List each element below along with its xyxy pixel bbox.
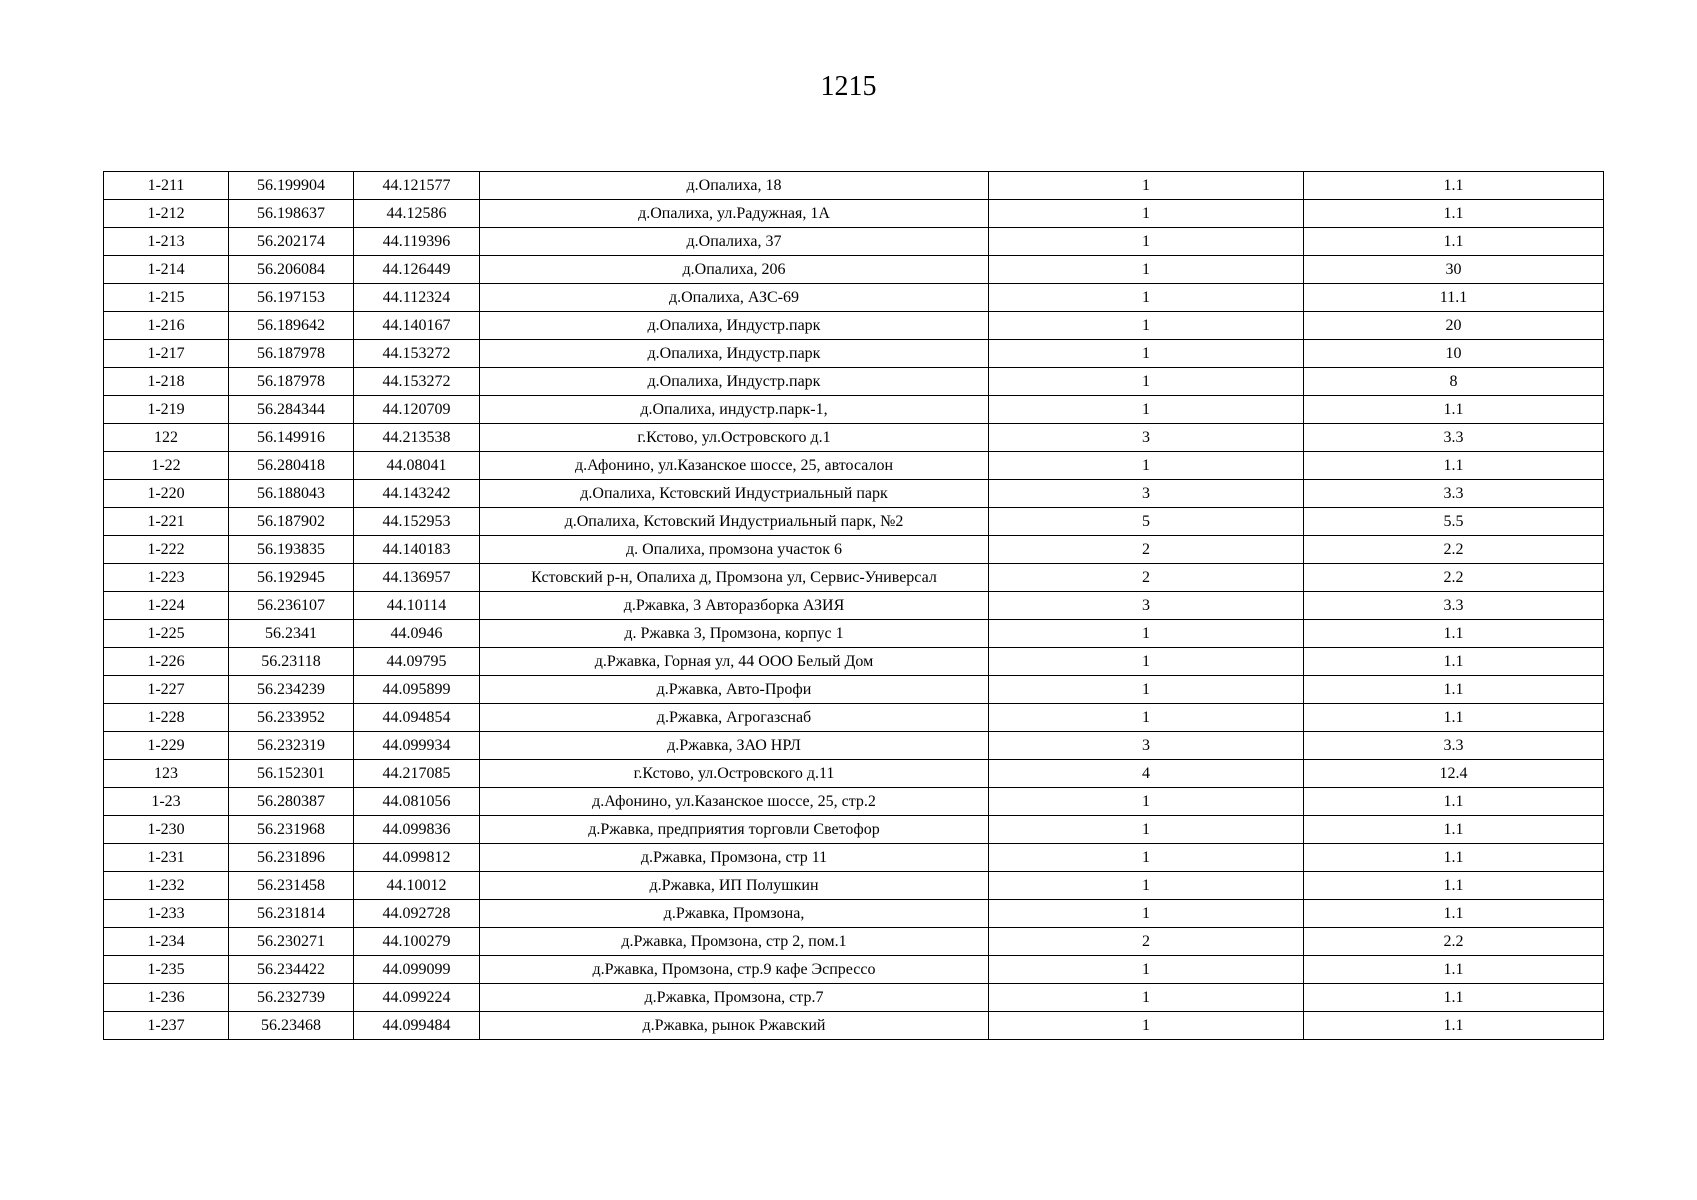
cell-id: 1-215	[104, 284, 229, 312]
cell-latitude: 56.232319	[229, 732, 354, 760]
cell-count: 1	[989, 844, 1304, 872]
cell-value: 3.3	[1304, 732, 1604, 760]
cell-latitude: 56.234422	[229, 956, 354, 984]
cell-id: 1-23	[104, 788, 229, 816]
cell-count: 1	[989, 704, 1304, 732]
cell-value: 11.1	[1304, 284, 1604, 312]
table-row	[104, 172, 1604, 200]
table-row	[104, 676, 1604, 704]
cell-address: д.Ржавка, Промзона, стр 11	[480, 844, 989, 872]
cell-value: 1.1	[1304, 900, 1604, 928]
cell-value: 1.1	[1304, 676, 1604, 704]
cell-value: 20	[1304, 312, 1604, 340]
cell-address: д.Ржавка, Горная ул, 44 ООО Белый Дом	[480, 648, 989, 676]
cell-value: 8	[1304, 368, 1604, 396]
cell-address: д.Опалиха, Кстовский Индустриальный парк	[480, 480, 989, 508]
cell-count: 1	[989, 452, 1304, 480]
cell-address: д.Ржавка, Промзона, стр.7	[480, 984, 989, 1012]
table-row	[104, 1012, 1604, 1040]
cell-latitude: 56.202174	[229, 228, 354, 256]
cell-id: 1-223	[104, 564, 229, 592]
table-row	[104, 956, 1604, 984]
cell-address: д.Опалиха, Индустр.парк	[480, 340, 989, 368]
cell-id: 1-236	[104, 984, 229, 1012]
cell-longitude: 44.112324	[354, 284, 480, 312]
table-row	[104, 844, 1604, 872]
data-table	[103, 171, 1604, 1040]
cell-id: 1-231	[104, 844, 229, 872]
cell-address: д.Афонино, ул.Казанское шоссе, 25, стр.2	[480, 788, 989, 816]
cell-address: д.Ржавка, ИП Полушкин	[480, 872, 989, 900]
cell-longitude: 44.121577	[354, 172, 480, 200]
cell-id: 1-212	[104, 200, 229, 228]
cell-longitude: 44.09795	[354, 648, 480, 676]
cell-count: 1	[989, 872, 1304, 900]
cell-address: Кстовский р-н, Опалиха д, Промзона ул, Сервис-Универсал	[480, 564, 989, 592]
cell-latitude: 56.231968	[229, 816, 354, 844]
cell-count: 2	[989, 928, 1304, 956]
cell-longitude: 44.143242	[354, 480, 480, 508]
cell-longitude: 44.152953	[354, 508, 480, 536]
table-row	[104, 536, 1604, 564]
table-row	[104, 648, 1604, 676]
cell-address: д.Ржавка, Промзона, стр.9 кафе Эспрессо	[480, 956, 989, 984]
cell-value: 1.1	[1304, 172, 1604, 200]
table-row	[104, 200, 1604, 228]
cell-latitude: 56.23118	[229, 648, 354, 676]
cell-count: 1	[989, 228, 1304, 256]
cell-latitude: 56.233952	[229, 704, 354, 732]
cell-id: 1-234	[104, 928, 229, 956]
cell-address: д.Ржавка, предприятия торговли Светофор	[480, 816, 989, 844]
table-row	[104, 732, 1604, 760]
cell-latitude: 56.188043	[229, 480, 354, 508]
table-row	[104, 508, 1604, 536]
cell-id: 1-220	[104, 480, 229, 508]
cell-longitude: 44.08041	[354, 452, 480, 480]
cell-longitude: 44.095899	[354, 676, 480, 704]
page-number: 1215	[820, 71, 877, 102]
cell-longitude: 44.119396	[354, 228, 480, 256]
cell-longitude: 44.136957	[354, 564, 480, 592]
cell-count: 3	[989, 592, 1304, 620]
cell-count: 1	[989, 340, 1304, 368]
cell-id: 1-219	[104, 396, 229, 424]
cell-id: 1-213	[104, 228, 229, 256]
cell-count: 3	[989, 424, 1304, 452]
cell-value: 1.1	[1304, 396, 1604, 424]
table-row	[104, 284, 1604, 312]
cell-longitude: 44.081056	[354, 788, 480, 816]
cell-id: 1-235	[104, 956, 229, 984]
cell-value: 2.2	[1304, 928, 1604, 956]
table-row	[104, 564, 1604, 592]
cell-id: 1-22	[104, 452, 229, 480]
cell-address: д. Ржавка 3, Промзона, корпус 1	[480, 620, 989, 648]
cell-latitude: 56.149916	[229, 424, 354, 452]
cell-value: 1.1	[1304, 648, 1604, 676]
cell-latitude: 56.280387	[229, 788, 354, 816]
cell-value: 12.4	[1304, 760, 1604, 788]
cell-id: 1-226	[104, 648, 229, 676]
cell-value: 1.1	[1304, 620, 1604, 648]
cell-latitude: 56.232739	[229, 984, 354, 1012]
cell-address: д.Ржавка, 3 Авторазборка АЗИЯ	[480, 592, 989, 620]
cell-latitude: 56.234239	[229, 676, 354, 704]
cell-value: 1.1	[1304, 452, 1604, 480]
cell-longitude: 44.0946	[354, 620, 480, 648]
cell-id: 1-216	[104, 312, 229, 340]
cell-value: 2.2	[1304, 564, 1604, 592]
cell-longitude: 44.092728	[354, 900, 480, 928]
cell-address: д.Афонино, ул.Казанское шоссе, 25, автосалон	[480, 452, 989, 480]
cell-count: 1	[989, 172, 1304, 200]
cell-count: 1	[989, 312, 1304, 340]
cell-address: д.Опалиха, ул.Радужная, 1А	[480, 200, 989, 228]
cell-latitude: 56.280418	[229, 452, 354, 480]
cell-id: 1-232	[104, 872, 229, 900]
cell-longitude: 44.099812	[354, 844, 480, 872]
table-row	[104, 760, 1604, 788]
cell-value: 30	[1304, 256, 1604, 284]
cell-id: 1-237	[104, 1012, 229, 1040]
cell-count: 1	[989, 956, 1304, 984]
cell-id: 1-214	[104, 256, 229, 284]
cell-id: 1-225	[104, 620, 229, 648]
cell-count: 3	[989, 480, 1304, 508]
cell-id: 1-227	[104, 676, 229, 704]
cell-latitude: 56.23468	[229, 1012, 354, 1040]
cell-longitude: 44.099836	[354, 816, 480, 844]
cell-longitude: 44.153272	[354, 368, 480, 396]
cell-latitude: 56.187902	[229, 508, 354, 536]
table-row	[104, 900, 1604, 928]
table-row	[104, 788, 1604, 816]
cell-longitude: 44.10114	[354, 592, 480, 620]
cell-longitude: 44.099099	[354, 956, 480, 984]
cell-id: 1-230	[104, 816, 229, 844]
cell-address: г.Кстово, ул.Островского д.1	[480, 424, 989, 452]
cell-id: 1-218	[104, 368, 229, 396]
table-body	[104, 172, 1604, 1040]
cell-latitude: 56.189642	[229, 312, 354, 340]
cell-longitude: 44.213538	[354, 424, 480, 452]
cell-value: 1.1	[1304, 200, 1604, 228]
cell-address: д.Опалиха, Индустр.парк	[480, 368, 989, 396]
table-row	[104, 872, 1604, 900]
cell-longitude: 44.140167	[354, 312, 480, 340]
cell-longitude: 44.100279	[354, 928, 480, 956]
cell-latitude: 56.231814	[229, 900, 354, 928]
cell-count: 4	[989, 760, 1304, 788]
cell-address: д.Ржавка, Промзона,	[480, 900, 989, 928]
cell-latitude: 56.187978	[229, 368, 354, 396]
cell-count: 1	[989, 900, 1304, 928]
cell-latitude: 56.231896	[229, 844, 354, 872]
table-row	[104, 452, 1604, 480]
cell-latitude: 56.206084	[229, 256, 354, 284]
cell-longitude: 44.12586	[354, 200, 480, 228]
cell-latitude: 56.192945	[229, 564, 354, 592]
table-row	[104, 928, 1604, 956]
cell-latitude: 56.2341	[229, 620, 354, 648]
cell-count: 2	[989, 536, 1304, 564]
table-row	[104, 620, 1604, 648]
cell-count: 1	[989, 648, 1304, 676]
cell-longitude: 44.099224	[354, 984, 480, 1012]
cell-longitude: 44.094854	[354, 704, 480, 732]
cell-count: 1	[989, 816, 1304, 844]
cell-value: 1.1	[1304, 844, 1604, 872]
cell-value: 1.1	[1304, 228, 1604, 256]
table-row	[104, 424, 1604, 452]
cell-address: г.Кстово, ул.Островского д.11	[480, 760, 989, 788]
cell-address: д. Опалиха, промзона участок 6	[480, 536, 989, 564]
cell-value: 3.3	[1304, 480, 1604, 508]
cell-count: 1	[989, 984, 1304, 1012]
cell-latitude: 56.197153	[229, 284, 354, 312]
cell-value: 1.1	[1304, 1012, 1604, 1040]
cell-latitude: 56.152301	[229, 760, 354, 788]
cell-value: 3.3	[1304, 592, 1604, 620]
cell-latitude: 56.284344	[229, 396, 354, 424]
cell-longitude: 44.140183	[354, 536, 480, 564]
cell-count: 3	[989, 732, 1304, 760]
cell-longitude: 44.126449	[354, 256, 480, 284]
cell-value: 1.1	[1304, 872, 1604, 900]
table-row	[104, 396, 1604, 424]
cell-value: 1.1	[1304, 816, 1604, 844]
cell-value: 10	[1304, 340, 1604, 368]
cell-address: д.Опалиха, 18	[480, 172, 989, 200]
table-row	[104, 480, 1604, 508]
cell-address: д.Ржавка, Промзона, стр 2, пом.1	[480, 928, 989, 956]
table-row	[104, 312, 1604, 340]
cell-longitude: 44.099484	[354, 1012, 480, 1040]
cell-id: 1-229	[104, 732, 229, 760]
cell-count: 1	[989, 396, 1304, 424]
cell-count: 1	[989, 200, 1304, 228]
cell-latitude: 56.231458	[229, 872, 354, 900]
table-row	[104, 256, 1604, 284]
cell-latitude: 56.199904	[229, 172, 354, 200]
cell-value: 3.3	[1304, 424, 1604, 452]
cell-latitude: 56.187978	[229, 340, 354, 368]
cell-count: 1	[989, 620, 1304, 648]
cell-value: 1.1	[1304, 788, 1604, 816]
cell-count: 5	[989, 508, 1304, 536]
cell-address: д.Опалиха, 37	[480, 228, 989, 256]
cell-id: 123	[104, 760, 229, 788]
cell-count: 1	[989, 284, 1304, 312]
table-row	[104, 340, 1604, 368]
cell-count: 2	[989, 564, 1304, 592]
cell-longitude: 44.217085	[354, 760, 480, 788]
cell-address: д.Ржавка, ЗАО НРЛ	[480, 732, 989, 760]
cell-longitude: 44.099934	[354, 732, 480, 760]
cell-value: 1.1	[1304, 956, 1604, 984]
cell-count: 1	[989, 788, 1304, 816]
cell-id: 1-228	[104, 704, 229, 732]
cell-value: 2.2	[1304, 536, 1604, 564]
cell-address: д.Ржавка, Агрогазснаб	[480, 704, 989, 732]
cell-address: д.Опалиха, индустр.парк-1,	[480, 396, 989, 424]
cell-latitude: 56.198637	[229, 200, 354, 228]
table-row	[104, 368, 1604, 396]
cell-address: д.Опалиха, Кстовский Индустриальный парк, №2	[480, 508, 989, 536]
cell-longitude: 44.10012	[354, 872, 480, 900]
cell-count: 1	[989, 256, 1304, 284]
table-row	[104, 984, 1604, 1012]
cell-count: 1	[989, 368, 1304, 396]
cell-count: 1	[989, 1012, 1304, 1040]
cell-address: д.Ржавка, рынок Ржавский	[480, 1012, 989, 1040]
cell-id: 1-224	[104, 592, 229, 620]
cell-id: 1-222	[104, 536, 229, 564]
cell-address: д.Опалиха, 206	[480, 256, 989, 284]
cell-address: д.Ржавка, Авто-Профи	[480, 676, 989, 704]
cell-id: 1-211	[104, 172, 229, 200]
table-row	[104, 228, 1604, 256]
cell-longitude: 44.120709	[354, 396, 480, 424]
cell-value: 1.1	[1304, 984, 1604, 1012]
cell-address: д.Опалиха, АЗС-69	[480, 284, 989, 312]
cell-id: 1-217	[104, 340, 229, 368]
cell-latitude: 56.236107	[229, 592, 354, 620]
cell-value: 1.1	[1304, 704, 1604, 732]
cell-id: 1-233	[104, 900, 229, 928]
table-row	[104, 816, 1604, 844]
cell-longitude: 44.153272	[354, 340, 480, 368]
cell-count: 1	[989, 676, 1304, 704]
table-row	[104, 704, 1604, 732]
cell-latitude: 56.230271	[229, 928, 354, 956]
cell-id: 122	[104, 424, 229, 452]
cell-value: 5.5	[1304, 508, 1604, 536]
cell-address: д.Опалиха, Индустр.парк	[480, 312, 989, 340]
cell-id: 1-221	[104, 508, 229, 536]
cell-latitude: 56.193835	[229, 536, 354, 564]
table-row	[104, 592, 1604, 620]
